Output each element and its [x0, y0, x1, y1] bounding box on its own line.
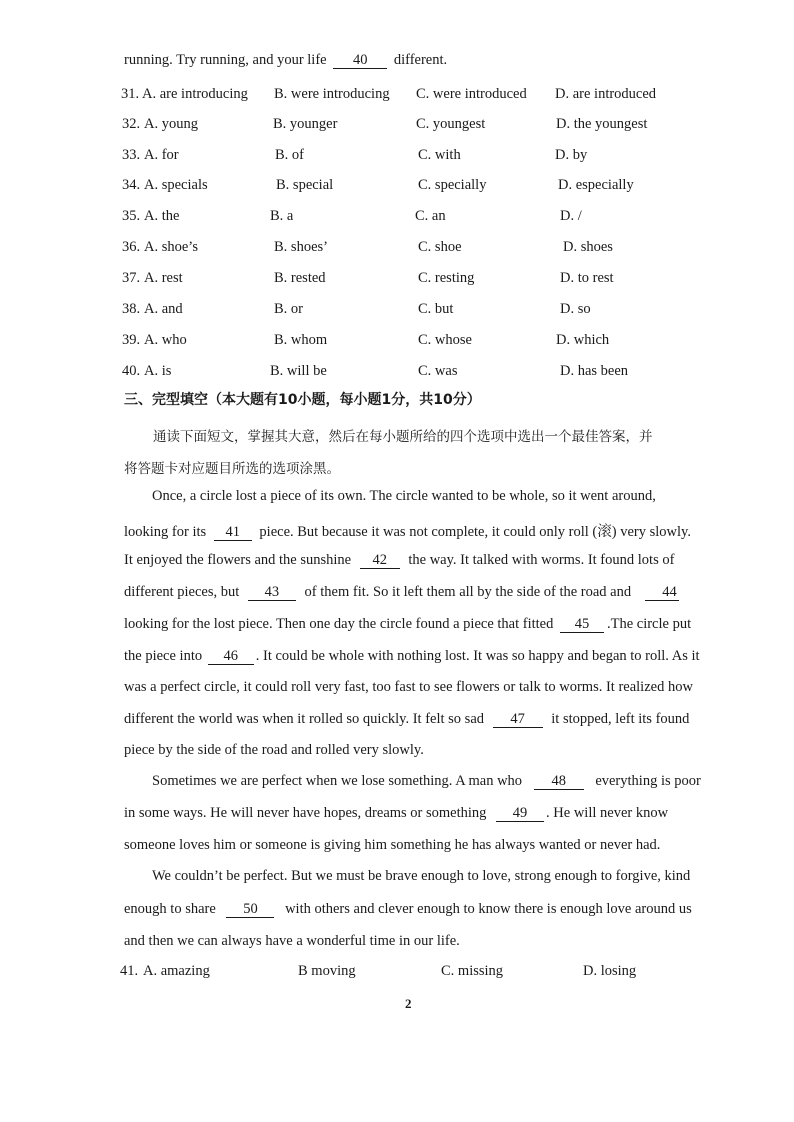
question-number: 35. [122, 208, 141, 224]
passage-line-4 [124, 584, 679, 601]
option-c: C. shoe [418, 239, 462, 255]
passage-line-11 [124, 805, 668, 822]
passage-text: It enjoyed the flowers and the sunshine [124, 552, 352, 568]
question-row-32 [0, 116, 794, 136]
passage-text: with others and clever enough to know there is enough love around us [285, 901, 692, 917]
passage-text: different the world was when it rolled so quickly. It felt so sad [124, 711, 485, 727]
passage-line-1 [152, 488, 656, 505]
option-b: B. shoes’ [274, 239, 328, 255]
question-number: 33. [122, 147, 141, 163]
option-d: D. which [556, 332, 610, 348]
section-heading: 三、完型填空（本大题有10小题，每小题1分，共10分） [124, 392, 481, 408]
passage-text: We couldn’t be perfect. But we must be brave enough to love, strong enough to forgive, kind [152, 868, 691, 884]
passage-line-10 [152, 773, 701, 790]
passage-line-6 [124, 648, 700, 665]
passage-text: the piece into [124, 648, 203, 664]
question-number: 36. [122, 239, 141, 255]
option-d: D. the youngest [556, 116, 648, 132]
option-b: B. of [275, 147, 304, 163]
option-c: C. were introduced [416, 86, 527, 102]
option-a: A. who [144, 332, 187, 348]
top-line-text: running. Try running, and your life [124, 52, 327, 68]
passage-line-15 [124, 933, 460, 950]
passage-text: . He will never know [546, 805, 669, 821]
option-a: A. specials [144, 177, 208, 193]
passage-text: someone loves him or someone is giving him something he has always wanted or never had. [124, 837, 661, 853]
passage-text: it stopped, left its found [551, 711, 690, 727]
blank-43: 43 [248, 585, 296, 601]
passage-line-12 [124, 837, 660, 854]
option-c: C. but [418, 301, 454, 317]
question-row-33 [0, 147, 794, 167]
option-d: D. especially [558, 177, 634, 193]
question-row-38 [0, 301, 794, 321]
option-a: A. amazing [143, 963, 210, 979]
passage-text: the way. It talked with worms. It found lots of [408, 552, 675, 568]
passage-line-9 [124, 742, 424, 759]
option-a: A. for [144, 147, 179, 163]
option-c: C. whose [418, 332, 472, 348]
option-c: C. missing [441, 963, 504, 979]
option-c: C. resting [418, 270, 475, 286]
passage-text: everything is poor [595, 773, 701, 789]
passage-text: of them fit. So it left them all by the side of the road and [304, 584, 632, 600]
passage-text: looking for the lost piece. Then one day the circle found a piece that fitted [124, 616, 554, 632]
option-a: A. rest [144, 270, 183, 286]
question-row-34 [0, 177, 794, 197]
option-d: D. to rest [560, 270, 614, 286]
option-c: C. specially [418, 177, 487, 193]
option-d: D. by [555, 147, 588, 163]
question-number: 39. [122, 332, 141, 348]
instructions-line-1: 通读下面短文，掌握其大意，然后在每小题所给的四个选项中选出一个最佳答案，并 [153, 429, 653, 445]
option-a: A. shoe’s [144, 239, 198, 255]
top-line [124, 52, 447, 69]
blank-50: 50 [226, 902, 274, 918]
passage-text: enough to share [124, 901, 216, 917]
page-number: 2 [405, 996, 412, 1011]
passage-line-14 [124, 901, 692, 918]
top-line-end: different. [393, 52, 448, 68]
option-d: D. has been [560, 363, 629, 379]
option-d: D. / [560, 208, 582, 224]
option-c: C. youngest [416, 116, 486, 132]
question-number: 41. [120, 963, 139, 979]
option-b: B moving [298, 963, 356, 979]
option-a: A. the [144, 208, 180, 224]
question-number: 31. [121, 86, 140, 102]
passage-line-13 [152, 868, 690, 885]
passage-text: Sometimes we are perfect when we lose something. A man who [152, 773, 523, 789]
question-number: 38. [122, 301, 141, 317]
passage-text: . It could be whole with nothing lost. It was so happy and began to roll. As it [255, 648, 700, 664]
option-d: D. shoes [563, 239, 613, 255]
instructions-line-2: 将答题卡对应题目所选的选项涂黑。 [124, 461, 340, 477]
option-a: A. is [144, 363, 172, 379]
passage-line-7 [124, 679, 693, 696]
blank-42: 42 [360, 553, 400, 569]
blank-48: 48 [534, 774, 584, 790]
passage-text: piece by the side of the road and rolled very slowly. [124, 742, 424, 758]
option-d: D. so [560, 301, 591, 317]
passage-line-3 [124, 552, 674, 569]
passage-text: in some ways. He will never have hopes, dreams or something [124, 805, 487, 821]
blank-40: 40 [333, 53, 387, 69]
option-a: A. and [144, 301, 183, 317]
question-row-36 [0, 239, 794, 259]
question-number: 40. [122, 363, 141, 379]
passage-line-5 [124, 616, 691, 633]
option-a: A. are introducing [142, 86, 248, 102]
option-b: B. or [274, 301, 303, 317]
option-c: C. an [415, 208, 446, 224]
passage-line-2 [124, 520, 691, 541]
passage-text: and then we can always have a wonderful time in our life. [124, 933, 460, 949]
blank-45: 45 [560, 617, 604, 633]
option-b: B. rested [274, 270, 326, 286]
option-c: C. was [418, 363, 458, 379]
option-d: D. losing [583, 963, 637, 979]
option-d: D. are introduced [555, 86, 657, 102]
blank-47: 47 [493, 712, 543, 728]
passage-line-8 [124, 711, 689, 728]
option-b: B. will be [270, 363, 327, 379]
option-b: B. whom [274, 332, 328, 348]
option-c: C. with [418, 147, 461, 163]
blank-44: 44 [645, 585, 679, 601]
passage-text: different pieces, but [124, 584, 240, 600]
question-row-40 [0, 363, 794, 383]
question-number: 32. [122, 116, 141, 132]
blank-41: 41 [214, 525, 252, 541]
option-b: B. a [270, 208, 294, 224]
option-a: A. young [144, 116, 198, 132]
passage-text: .The circle put [606, 616, 692, 632]
question-row-35 [0, 208, 794, 228]
question-row-31 [0, 86, 794, 106]
passage-text: Once, a circle lost a piece of its own. The circle wanted to be whole, so it went around, [152, 488, 656, 504]
question-number: 37. [122, 270, 141, 286]
passage-text: piece. But because it was not complete, it could only roll (滚) very slowly. [259, 524, 691, 540]
question-row-41 [0, 963, 794, 983]
question-number: 34. [122, 177, 141, 193]
question-row-39 [0, 332, 794, 352]
blank-49: 49 [496, 806, 544, 822]
question-row-37 [0, 270, 794, 290]
passage-text: looking for its [124, 524, 207, 540]
option-b: B. special [276, 177, 334, 193]
option-b: B. were introducing [274, 86, 390, 102]
blank-46: 46 [208, 649, 254, 665]
passage-text: was a perfect circle, it could roll very fast, too fast to see flowers or talk to worms. It realized how [124, 679, 693, 695]
option-b: B. younger [273, 116, 338, 132]
